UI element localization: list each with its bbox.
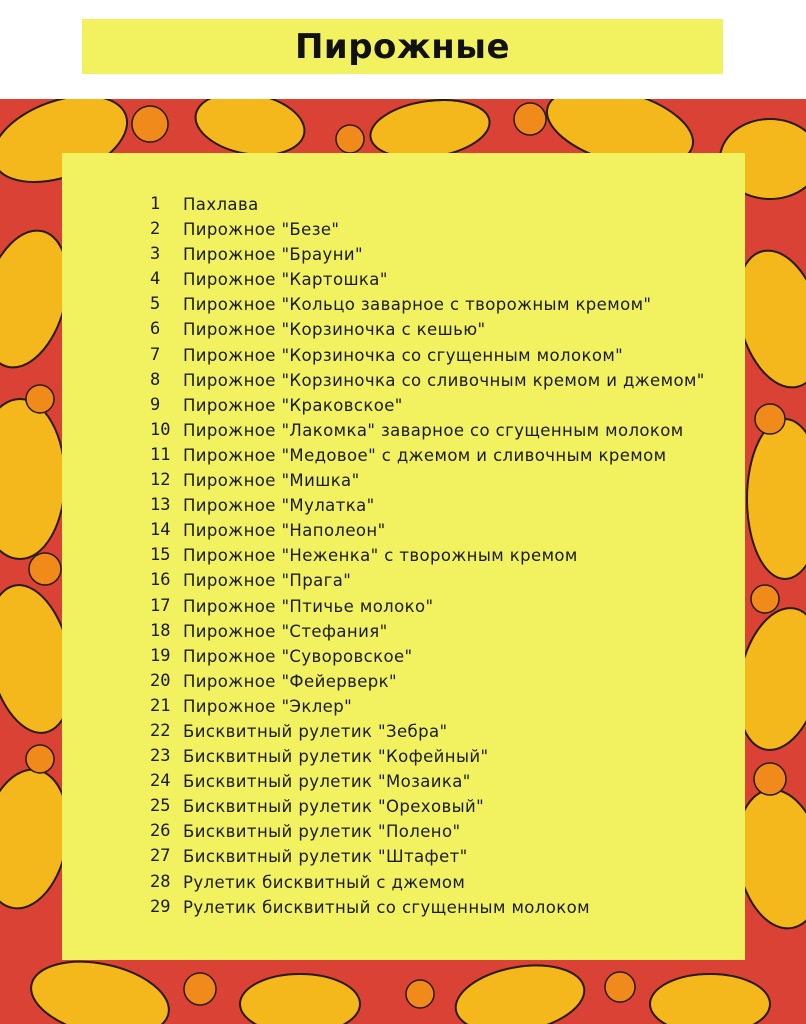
list-item xyxy=(150,669,705,694)
item-name: Пирожное "Фейерверк" xyxy=(183,671,398,691)
item-number: 20 xyxy=(150,670,171,691)
list-item xyxy=(150,292,705,317)
page-title: Пирожные xyxy=(294,26,511,67)
item-number: 2 xyxy=(150,219,161,240)
item-number: 29 xyxy=(150,896,171,917)
item-name: Пирожное "Кольцо заварное с творожным кремом" xyxy=(183,295,652,315)
item-name: Бисквитный рулетик "Полено" xyxy=(183,822,461,842)
item-name: Пирожное "Эклер" xyxy=(183,696,353,716)
list-item xyxy=(150,468,705,493)
item-name: Пирожное "Безе" xyxy=(183,220,340,240)
item-number: 25 xyxy=(150,796,171,817)
item-name: Пирожное "Прага" xyxy=(183,571,352,591)
item-name: Бисквитный рулетик "Мозаика" xyxy=(183,772,471,792)
list-item xyxy=(150,493,705,518)
item-number: 8 xyxy=(150,369,161,390)
list-item xyxy=(150,719,705,744)
item-number: 16 xyxy=(150,570,171,591)
item-name: Бисквитный рулетик "Штафет" xyxy=(183,847,468,867)
list-item xyxy=(150,192,705,217)
item-number: 14 xyxy=(150,520,171,541)
item-number: 1 xyxy=(150,194,161,214)
list-item xyxy=(150,518,705,543)
item-name: Пирожное "Суворовское" xyxy=(183,646,413,666)
item-number: 9 xyxy=(150,394,161,415)
title-banner xyxy=(82,19,723,74)
item-name: Бисквитный рулетик "Кофейный" xyxy=(183,747,489,767)
item-number: 4 xyxy=(150,269,161,290)
list-item xyxy=(150,844,705,869)
list-item xyxy=(150,393,705,418)
item-number: 12 xyxy=(150,470,171,491)
list-item xyxy=(150,744,705,769)
list-item xyxy=(150,694,705,719)
item-number: 17 xyxy=(150,595,171,616)
item-name: Бисквитный рулетик "Зебра" xyxy=(183,721,448,741)
item-number: 21 xyxy=(150,695,171,716)
list-item xyxy=(150,794,705,819)
item-number: 15 xyxy=(150,545,171,566)
list-item xyxy=(150,343,705,368)
item-number: 5 xyxy=(150,294,161,315)
pastry-list xyxy=(150,192,705,920)
item-name: Пирожное "Лакомка" заварное со сгущенным молоком xyxy=(183,420,684,440)
item-number: 28 xyxy=(150,871,171,892)
item-number: 26 xyxy=(150,821,171,842)
item-number: 27 xyxy=(150,846,171,867)
item-name: Рулетик бисквитный со сгущенным молоком xyxy=(183,897,590,917)
list-item xyxy=(150,619,705,644)
list-item xyxy=(150,644,705,669)
item-name: Пирожное "Неженка" с творожным кремом xyxy=(183,546,578,566)
item-number: 11 xyxy=(150,444,171,465)
list-item xyxy=(150,217,705,242)
item-name: Пирожное "Стефания" xyxy=(183,621,388,641)
item-name: Пирожное "Картошка" xyxy=(183,270,388,290)
item-number: 6 xyxy=(150,319,161,340)
list-item xyxy=(150,368,705,393)
item-number: 23 xyxy=(150,746,171,767)
item-name: Пирожное "Корзиночка с кешью" xyxy=(183,320,486,340)
list-item xyxy=(150,594,705,619)
list-item xyxy=(150,242,705,267)
item-name: Пирожное "Брауни" xyxy=(183,245,364,265)
item-name: Рулетик бисквитный с джемом xyxy=(183,872,466,892)
list-item xyxy=(150,895,705,920)
item-name: Пирожное "Наполеон" xyxy=(183,521,386,541)
item-name: Пирожное "Птичье молоко" xyxy=(183,596,434,616)
item-name: Пирожное "Мишка" xyxy=(183,471,360,491)
list-item xyxy=(150,543,705,568)
item-number: 22 xyxy=(150,720,171,741)
item-name: Пирожное "Мулатка" xyxy=(183,496,375,516)
list-item xyxy=(150,267,705,292)
item-number: 18 xyxy=(150,620,171,641)
item-number: 3 xyxy=(150,244,161,265)
item-name: Пирожное "Краковское" xyxy=(183,395,403,415)
item-name: Пирожное "Медовое" с джемом и сливочным кремом xyxy=(183,445,667,465)
list-item xyxy=(150,870,705,895)
list-item xyxy=(150,819,705,844)
list-item xyxy=(150,418,705,443)
item-name: Бисквитный рулетик "Ореховый" xyxy=(183,797,485,817)
list-item xyxy=(150,317,705,342)
item-number: 10 xyxy=(150,419,171,440)
item-number: 13 xyxy=(150,495,171,516)
item-number: 24 xyxy=(150,771,171,792)
list-item xyxy=(150,568,705,593)
list-item xyxy=(150,769,705,794)
item-number: 7 xyxy=(150,344,161,365)
list-item xyxy=(150,443,705,468)
item-number: 19 xyxy=(150,645,171,666)
item-name: Пирожное "Корзиночка со сгущенным молоком" xyxy=(183,345,624,365)
item-name: Пирожное "Корзиночка со сливочным кремом и джемом" xyxy=(183,370,705,390)
item-name: Пахлава xyxy=(183,195,259,214)
